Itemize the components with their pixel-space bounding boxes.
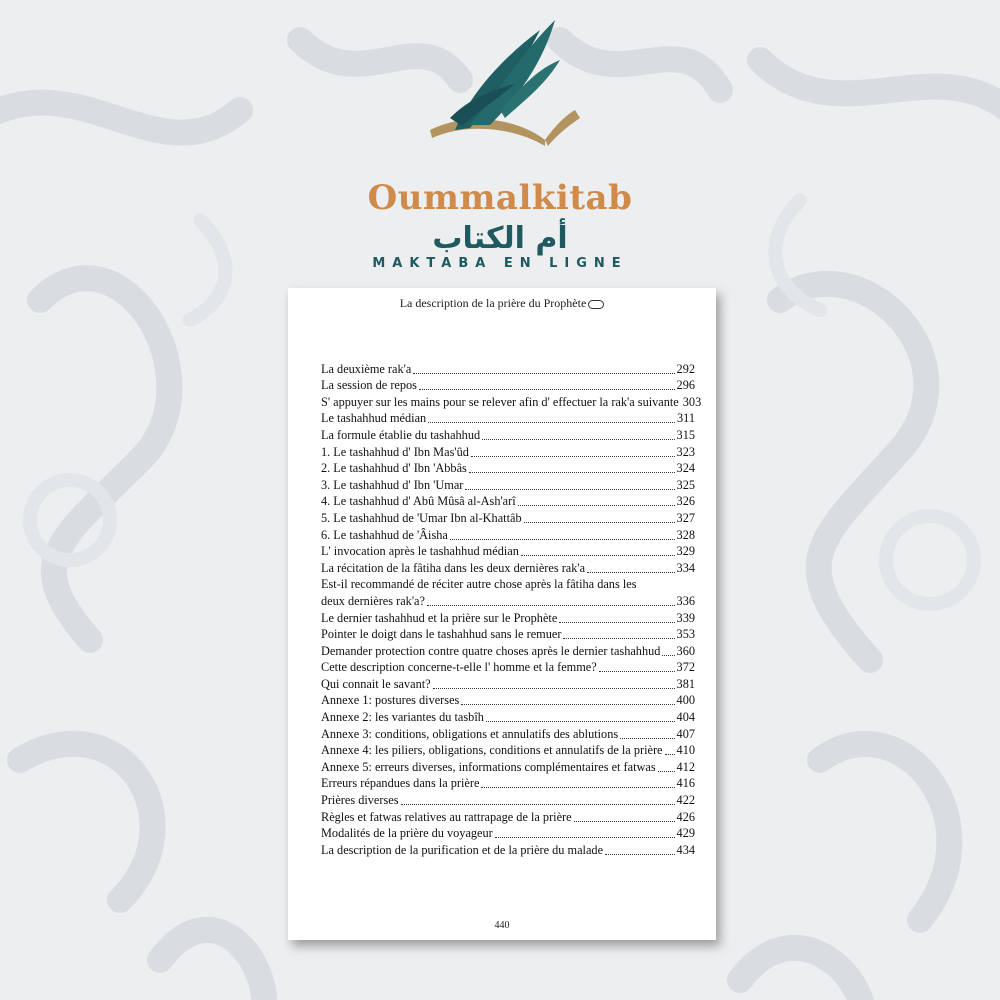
toc-dot-leader xyxy=(419,388,675,390)
toc-entry xyxy=(321,460,695,477)
toc-entry-page: 353 xyxy=(676,627,695,642)
toc-dot-leader xyxy=(427,604,675,606)
toc-entry-title: deux dernières rak'a? xyxy=(321,593,425,608)
toc-entry-title: Annexe 4: les piliers, obligations, conditions et annulatifs de la prière xyxy=(321,743,663,758)
toc-dot-leader xyxy=(518,504,675,506)
toc-entry xyxy=(321,576,695,593)
toc-entry-page: 324 xyxy=(676,461,695,476)
toc-entry-title: La description de la purification et de la prière du malade xyxy=(321,842,604,857)
table-of-contents xyxy=(321,360,702,858)
toc-entry xyxy=(321,426,695,443)
toc-entry-title: S' appuyer sur les mains pour se relever afin d' effectuer la rak'a suivante xyxy=(321,394,679,409)
toc-dot-leader xyxy=(658,770,675,772)
toc-entry-title: Cette description concerne-t-elle l' homme et la femme? xyxy=(321,660,597,675)
toc-entry xyxy=(321,626,695,643)
toc-entry-page: 410 xyxy=(676,743,695,758)
toc-dot-leader xyxy=(461,703,674,705)
toc-entry xyxy=(321,592,695,609)
toc-entry-title: L' invocation après le tashahhud médian xyxy=(321,544,519,559)
toc-entry-title: Est-il recommandé de réciter autre chose après la fâtiha dans les xyxy=(321,577,637,592)
page-header xyxy=(288,296,716,311)
toc-entry-page: 360 xyxy=(676,643,695,658)
quill-book-icon xyxy=(430,20,580,146)
toc-entry-title: Demander protection contre quatre choses après le dernier tashahhud xyxy=(321,643,661,658)
toc-entry xyxy=(321,841,695,858)
toc-entry xyxy=(321,708,695,725)
toc-dot-leader xyxy=(620,737,674,739)
toc-entry-page: 323 xyxy=(676,444,695,459)
brand-arabic-name: أم الكتاب xyxy=(432,221,568,256)
toc-entry-page: 434 xyxy=(676,842,695,857)
toc-entry xyxy=(321,559,695,576)
toc-entry-title: Qui connait le savant? xyxy=(321,676,431,691)
toc-entry xyxy=(321,791,695,808)
toc-dot-leader xyxy=(471,455,675,457)
toc-dot-leader xyxy=(599,670,675,672)
toc-dot-leader xyxy=(521,554,675,556)
toc-dot-leader xyxy=(486,720,675,722)
toc-entry-page: 334 xyxy=(676,560,695,575)
toc-entry-title: Pointer le doigt dans le tashahhud sans le remuer xyxy=(321,627,562,642)
toc-entry-page: 336 xyxy=(676,593,695,608)
toc-entry-page: 329 xyxy=(676,544,695,559)
toc-entry-page: 311 xyxy=(677,411,695,426)
toc-dot-leader xyxy=(450,538,675,540)
toc-dot-leader xyxy=(495,836,675,838)
toc-entry-page: 326 xyxy=(676,494,695,509)
toc-dot-leader xyxy=(559,621,674,623)
toc-dot-leader xyxy=(401,803,675,805)
toc-entry-title: Modalités de la prière du voyageur xyxy=(321,826,493,841)
toc-entry xyxy=(321,758,695,775)
toc-entry-title: Annexe 1: postures diverses xyxy=(321,693,460,708)
toc-dot-leader xyxy=(469,471,675,473)
toc-entry-title: 5. Le tashahhud de 'Umar Ibn al-Khattâb xyxy=(321,510,522,525)
page-number: 440 xyxy=(494,920,510,931)
toc-entry-title: Le tashahhud médian xyxy=(321,411,427,426)
toc-dot-leader xyxy=(524,521,675,523)
toc-entry-page: 412 xyxy=(676,759,695,774)
toc-entry xyxy=(321,609,695,626)
toc-entry-page: 404 xyxy=(676,710,695,725)
toc-entry-title: La deuxième rak'a xyxy=(321,361,412,376)
toc-entry-page: 325 xyxy=(676,477,695,492)
toc-entry-page: 429 xyxy=(676,826,695,841)
toc-entry-title: Le dernier tashahhud et la prière sur le Prophète xyxy=(321,610,558,625)
toc-entry-title: 1. Le tashahhud d' Ibn Mas'ûd xyxy=(321,444,469,459)
toc-entry-title: La récitation de la fâtiha dans les deux dernières rak'a xyxy=(321,560,586,575)
toc-dot-leader xyxy=(428,421,675,423)
toc-entry xyxy=(321,659,695,676)
toc-entry-page: 407 xyxy=(676,726,695,741)
toc-dot-leader xyxy=(587,571,674,573)
toc-entry xyxy=(321,642,695,659)
toc-entry xyxy=(321,493,695,510)
toc-entry-title: Règles et fatwas relatives au rattrapage de la prière xyxy=(321,809,572,824)
toc-entry xyxy=(321,543,695,560)
toc-entry xyxy=(321,526,695,543)
toc-entry xyxy=(321,410,695,427)
toc-entry xyxy=(321,742,695,759)
toc-entry-page: 426 xyxy=(676,809,695,824)
toc-entry-title: 4. Le tashahhud d' Abû Mûsâ al-Ash'arî xyxy=(321,494,516,509)
toc-entry-page: 422 xyxy=(676,793,695,808)
toc-entry-title: Prières diverses xyxy=(321,793,399,808)
brand-name: Oummalkitab xyxy=(367,178,633,218)
toc-entry xyxy=(321,825,695,842)
toc-entry-page: 339 xyxy=(676,610,695,625)
toc-entry xyxy=(321,775,695,792)
toc-dot-leader xyxy=(605,853,675,855)
toc-entry-title: 6. Le tashahhud de 'Âisha xyxy=(321,527,448,542)
toc-entry-title: La session de repos xyxy=(321,378,417,393)
toc-entry-title: La formule établie du tashahhud xyxy=(321,427,481,442)
toc-entry xyxy=(321,692,695,709)
toc-entry xyxy=(321,808,695,825)
toc-entry-page: 315 xyxy=(676,427,695,442)
toc-entry-page: 400 xyxy=(676,693,695,708)
toc-entry xyxy=(321,675,695,692)
toc-entry-page: 328 xyxy=(676,527,695,542)
toc-entry-title: Annexe 3: conditions, obligations et annulatifs des ablutions xyxy=(321,726,619,741)
toc-entry-title: 3. Le tashahhud d' Ibn 'Umar xyxy=(321,477,464,492)
toc-entry-page: 296 xyxy=(676,378,695,393)
toc-dot-leader xyxy=(574,820,675,822)
toc-entry-page: 303 xyxy=(682,394,702,409)
toc-entry-title: Erreurs répandues dans la prière xyxy=(321,776,480,791)
toc-dot-leader xyxy=(433,687,675,689)
page-header-text: La description de la prière du Prophète xyxy=(399,296,587,310)
toc-entry-title: Annexe 5: erreurs diverses, informations complémentaires et fatwas xyxy=(321,759,656,774)
toc-entry xyxy=(321,725,695,742)
toc-dot-leader xyxy=(413,372,674,374)
book-page xyxy=(288,288,716,940)
toc-dot-leader xyxy=(481,786,674,788)
toc-entry xyxy=(321,377,695,394)
toc-dot-leader xyxy=(482,438,674,440)
toc-entry xyxy=(321,476,695,493)
toc-dot-leader xyxy=(665,753,675,755)
toc-entry xyxy=(321,443,695,460)
toc-entry-page: 381 xyxy=(676,676,695,691)
toc-entry-page: 327 xyxy=(676,510,695,525)
toc-entry-title: Annexe 2: les variantes du tasbîh xyxy=(321,710,484,725)
toc-dot-leader xyxy=(662,654,674,656)
toc-entry-page: 292 xyxy=(676,361,695,376)
toc-entry xyxy=(321,393,702,410)
salutation-seal-icon xyxy=(588,300,604,309)
toc-dot-leader xyxy=(563,637,674,639)
brand-tagline: MAKTABA EN LIGNE xyxy=(372,256,628,271)
toc-entry xyxy=(321,509,695,526)
toc-entry-title: 2. Le tashahhud d' Ibn 'Abbâs xyxy=(321,461,467,476)
toc-entry xyxy=(321,360,695,377)
toc-entry-page: 372 xyxy=(676,660,695,675)
toc-entry-page: 416 xyxy=(676,776,695,791)
toc-dot-leader xyxy=(465,488,674,490)
